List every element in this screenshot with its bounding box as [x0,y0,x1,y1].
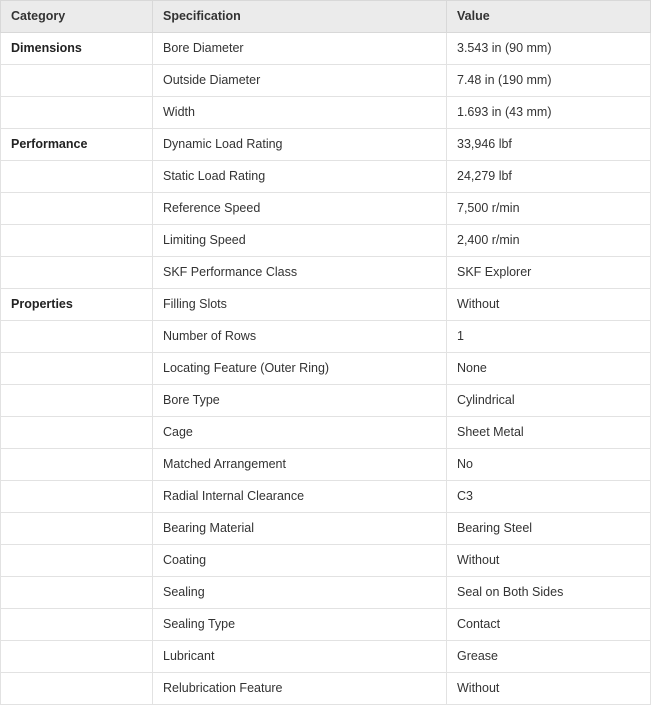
cell-specification: Locating Feature (Outer Ring) [153,353,447,385]
table-body [1,33,651,705]
column-header-specification: Specification [153,1,447,33]
table-row [1,353,651,385]
cell-value: SKF Explorer [447,257,651,289]
table-row [1,417,651,449]
cell-category [1,225,153,257]
cell-category [1,609,153,641]
cell-category [1,353,153,385]
cell-category [1,193,153,225]
table-row [1,289,651,321]
cell-category [1,545,153,577]
cell-category [1,385,153,417]
column-header-value: Value [447,1,651,33]
table-row [1,97,651,129]
cell-value: Without [447,289,651,321]
cell-value: Cylindrical [447,385,651,417]
cell-value: 1 [447,321,651,353]
table-row [1,609,651,641]
cell-category [1,513,153,545]
cell-value: Bearing Steel [447,513,651,545]
cell-value: Sheet Metal [447,417,651,449]
table-row [1,321,651,353]
cell-specification: Dynamic Load Rating [153,129,447,161]
cell-specification: Limiting Speed [153,225,447,257]
table-row [1,449,651,481]
cell-category: Dimensions [1,33,153,65]
table-row [1,385,651,417]
cell-value: Contact [447,609,651,641]
table-header-row [1,1,651,33]
table-row [1,65,651,97]
cell-value: Seal on Both Sides [447,577,651,609]
cell-category [1,65,153,97]
cell-specification: Radial Internal Clearance [153,481,447,513]
table-row [1,193,651,225]
cell-specification: Matched Arrangement [153,449,447,481]
table-row [1,577,651,609]
cell-category: Performance [1,129,153,161]
cell-value: 2,400 r/min [447,225,651,257]
cell-specification: Width [153,97,447,129]
table-row [1,513,651,545]
cell-category: Properties [1,289,153,321]
cell-value: 7,500 r/min [447,193,651,225]
table-row [1,129,651,161]
cell-specification: Sealing [153,577,447,609]
cell-specification: Relubrication Feature [153,673,447,705]
cell-specification: Reference Speed [153,193,447,225]
cell-category [1,257,153,289]
cell-category [1,417,153,449]
cell-category [1,161,153,193]
cell-value: No [447,449,651,481]
cell-category [1,641,153,673]
cell-value: 24,279 lbf [447,161,651,193]
cell-specification: Filling Slots [153,289,447,321]
cell-value: None [447,353,651,385]
cell-value: Without [447,545,651,577]
cell-specification: Sealing Type [153,609,447,641]
table-row [1,673,651,705]
cell-specification: Coating [153,545,447,577]
cell-value: 33,946 lbf [447,129,651,161]
cell-category [1,481,153,513]
cell-category [1,449,153,481]
cell-specification: Number of Rows [153,321,447,353]
table-row [1,161,651,193]
cell-specification: Static Load Rating [153,161,447,193]
cell-specification: Bore Type [153,385,447,417]
cell-value: 3.543 in (90 mm) [447,33,651,65]
table-row [1,257,651,289]
table-row [1,33,651,65]
cell-category [1,577,153,609]
table-header [1,1,651,33]
cell-specification: Bore Diameter [153,33,447,65]
cell-value: 7.48 in (190 mm) [447,65,651,97]
cell-value: Without [447,673,651,705]
cell-value: C3 [447,481,651,513]
cell-category [1,321,153,353]
cell-category [1,97,153,129]
column-header-category: Category [1,1,153,33]
table-row [1,641,651,673]
cell-specification: Lubricant [153,641,447,673]
cell-specification: Cage [153,417,447,449]
table-row [1,545,651,577]
table-row [1,481,651,513]
table-row [1,225,651,257]
cell-specification: Bearing Material [153,513,447,545]
cell-value: Grease [447,641,651,673]
cell-value: 1.693 in (43 mm) [447,97,651,129]
cell-specification: Outside Diameter [153,65,447,97]
cell-category [1,673,153,705]
cell-specification: SKF Performance Class [153,257,447,289]
